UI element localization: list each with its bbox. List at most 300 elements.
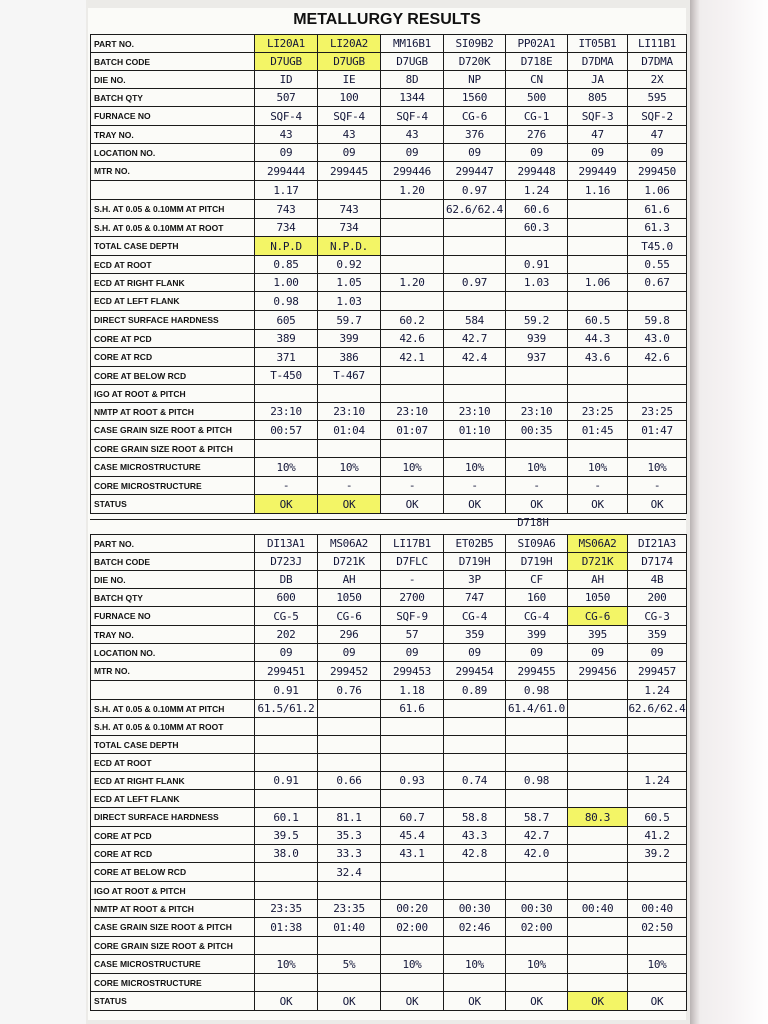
table-cell: 23:10 — [444, 403, 506, 421]
table-row — [91, 107, 687, 126]
table-cell — [444, 790, 506, 808]
table-cell: 296 — [318, 626, 381, 644]
table-cell: 299444 — [255, 162, 318, 181]
table-cell: OK — [381, 495, 444, 514]
table-cell — [381, 863, 444, 882]
row-label: ECD AT ROOT — [91, 256, 255, 274]
table-cell: OK — [255, 992, 318, 1011]
table-cell: 10% — [381, 955, 444, 974]
table-row — [91, 421, 687, 440]
table-row — [91, 126, 687, 144]
table-cell: 747 — [444, 589, 506, 607]
table-cell: 10% — [255, 458, 318, 477]
table-row — [91, 863, 687, 882]
row-label: CORE MICROSTRUCTURE — [91, 974, 255, 992]
table-cell: 58.7 — [506, 808, 568, 827]
table-cell: 299453 — [381, 662, 444, 681]
table-row — [91, 181, 687, 200]
row-label: BATCH CODE — [91, 553, 255, 571]
table-cell: 00:30 — [444, 900, 506, 918]
table-cell — [318, 754, 381, 772]
table-cell — [444, 754, 506, 772]
row-label: TOTAL CASE DEPTH — [91, 736, 255, 754]
table-cell: SI09B2 — [444, 35, 506, 53]
table-cell: 1.05 — [318, 274, 381, 292]
table-cell: 0.97 — [444, 274, 506, 292]
row-label: ECD AT ROOT — [91, 754, 255, 772]
table-cell: D719H — [444, 553, 506, 571]
table-cell — [255, 882, 318, 900]
table-cell — [568, 918, 628, 937]
table-cell: 00:20 — [381, 900, 444, 918]
table-row — [91, 53, 687, 71]
table-cell: 09 — [444, 144, 506, 162]
table-cell — [381, 882, 444, 900]
table-cell: 0.85 — [255, 256, 318, 274]
table-cell: 605 — [255, 311, 318, 330]
table-cell: 33.3 — [318, 845, 381, 863]
table-cell: 81.1 — [318, 808, 381, 827]
table-cell: 09 — [255, 644, 318, 662]
table-cell: 01:04 — [318, 421, 381, 440]
table-cell: - — [444, 477, 506, 495]
table-cell: 734 — [318, 219, 381, 237]
row-label: MTR NO. — [91, 162, 255, 181]
row-label: CORE AT BELOW RCD — [91, 367, 255, 385]
table-cell: 23:35 — [255, 900, 318, 918]
table-cell: OK — [444, 992, 506, 1011]
table-cell: OK — [381, 992, 444, 1011]
table-cell: OK — [255, 495, 318, 514]
table-row — [91, 772, 687, 790]
table-cell: ET02B5 — [444, 535, 506, 553]
table-cell: 57 — [381, 626, 444, 644]
table-row — [91, 311, 687, 330]
table-cell: 09 — [318, 644, 381, 662]
table-cell: 10% — [444, 458, 506, 477]
table-row — [91, 237, 687, 256]
section-divider — [90, 519, 686, 520]
table-cell — [628, 292, 687, 311]
table-cell: 0.89 — [444, 681, 506, 700]
table-cell: 10% — [568, 458, 628, 477]
table-cell: SQF-4 — [381, 107, 444, 126]
table-row — [91, 681, 687, 700]
table-cell: 60.3 — [506, 219, 568, 237]
table-cell: 43.3 — [444, 827, 506, 845]
table-cell: - — [381, 571, 444, 589]
table-cell — [444, 256, 506, 274]
row-label: PART NO. — [91, 35, 255, 53]
table-row — [91, 89, 687, 107]
table-cell: 0.91 — [255, 772, 318, 790]
row-label: S.H. AT 0.05 & 0.10MM AT PITCH — [91, 700, 255, 718]
table-cell: MS06A2 — [318, 535, 381, 553]
table-cell — [381, 974, 444, 992]
table-cell: - — [318, 477, 381, 495]
table-cell — [506, 882, 568, 900]
table-row — [91, 900, 687, 918]
background-left — [0, 0, 86, 1024]
table-cell: 805 — [568, 89, 628, 107]
table-row — [91, 845, 687, 863]
table-cell: - — [568, 477, 628, 495]
table-cell: 10% — [506, 458, 568, 477]
table-cell — [628, 754, 687, 772]
table-cell: CN — [506, 71, 568, 89]
table-cell: 00:30 — [506, 900, 568, 918]
table-cell: 23:10 — [381, 403, 444, 421]
table-cell: 60.1 — [255, 808, 318, 827]
table-row — [91, 754, 687, 772]
table-cell: 0.76 — [318, 681, 381, 700]
table-cell: SQF-4 — [255, 107, 318, 126]
table-cell: - — [255, 477, 318, 495]
table-cell — [318, 718, 381, 736]
table-cell — [381, 367, 444, 385]
table-row — [91, 974, 687, 992]
table-cell: 299457 — [628, 662, 687, 681]
table-cell: 1.20 — [381, 181, 444, 200]
row-label: DIRECT SURFACE HARDNESS — [91, 808, 255, 827]
table-cell: D7FLC — [381, 553, 444, 571]
row-label: CORE AT PCD — [91, 827, 255, 845]
table-cell — [568, 367, 628, 385]
table-cell: 1.16 — [568, 181, 628, 200]
table-cell: 23:10 — [318, 403, 381, 421]
table-cell — [318, 181, 381, 200]
table-cell — [444, 367, 506, 385]
table-cell: 299445 — [318, 162, 381, 181]
table-cell: ID — [255, 71, 318, 89]
table-cell: 60.2 — [381, 311, 444, 330]
row-label: DIE NO. — [91, 71, 255, 89]
row-label: TRAY NO. — [91, 126, 255, 144]
table-cell: 09 — [318, 144, 381, 162]
table-row — [91, 367, 687, 385]
table-cell: 299448 — [506, 162, 568, 181]
table-cell — [568, 736, 628, 754]
table-cell — [444, 718, 506, 736]
table-cell — [506, 718, 568, 736]
table-cell — [506, 863, 568, 882]
row-label: ECD AT RIGHT FLANK — [91, 772, 255, 790]
table-cell: 359 — [628, 626, 687, 644]
table-cell: 0.98 — [506, 772, 568, 790]
row-label: IGO AT ROOT & PITCH — [91, 882, 255, 900]
table-cell — [444, 700, 506, 718]
table-cell: 4B — [628, 571, 687, 589]
table-cell: 10% — [318, 458, 381, 477]
table-cell — [568, 845, 628, 863]
table-cell — [568, 200, 628, 219]
table-cell — [318, 882, 381, 900]
table-cell: D719H — [506, 553, 568, 571]
row-label: TRAY NO. — [91, 626, 255, 644]
table-cell: LI20A2 — [318, 35, 381, 53]
table-cell: 35.3 — [318, 827, 381, 845]
table-cell — [318, 937, 381, 955]
table-row — [91, 644, 687, 662]
table-cell — [506, 237, 568, 256]
table-cell — [444, 736, 506, 754]
table-cell: 299447 — [444, 162, 506, 181]
row-label: STATUS — [91, 992, 255, 1011]
table-cell — [628, 736, 687, 754]
table-cell: 39.2 — [628, 845, 687, 863]
table-cell: 60.6 — [506, 200, 568, 219]
table-cell: 399 — [506, 626, 568, 644]
table-cell: SQF-4 — [318, 107, 381, 126]
table-cell — [444, 974, 506, 992]
table-row — [91, 330, 687, 348]
table-cell: 01:10 — [444, 421, 506, 440]
table-cell: 389 — [255, 330, 318, 348]
table-cell: 60.5 — [568, 311, 628, 330]
table-cell: 0.91 — [255, 681, 318, 700]
table-cell — [255, 974, 318, 992]
table-cell: 47 — [568, 126, 628, 144]
table-cell: 0.91 — [506, 256, 568, 274]
table-row — [91, 440, 687, 458]
table-cell: 61.6 — [381, 700, 444, 718]
table-cell: 80.3 — [568, 808, 628, 827]
table-cell: 0.93 — [381, 772, 444, 790]
table-row — [91, 35, 687, 53]
table-cell: 1344 — [381, 89, 444, 107]
table-cell: D721K — [568, 553, 628, 571]
table-cell: 09 — [381, 644, 444, 662]
row-label — [91, 681, 255, 700]
table-cell — [381, 718, 444, 736]
table-cell: 45.4 — [381, 827, 444, 845]
table-cell — [628, 974, 687, 992]
table-cell: 43.0 — [628, 330, 687, 348]
table-cell: 5% — [318, 955, 381, 974]
table-cell: 0.98 — [255, 292, 318, 311]
table-cell — [381, 237, 444, 256]
table-cell: 595 — [628, 89, 687, 107]
table-cell: 507 — [255, 89, 318, 107]
table-cell — [568, 700, 628, 718]
table-cell: 32.4 — [318, 863, 381, 882]
table-cell: 09 — [444, 644, 506, 662]
table-cell: 59.2 — [506, 311, 568, 330]
table-cell: 1.00 — [255, 274, 318, 292]
table-cell — [568, 718, 628, 736]
table-cell: 09 — [568, 144, 628, 162]
table-cell: 60.7 — [381, 808, 444, 827]
table-cell: IT05B1 — [568, 35, 628, 53]
table-cell: 1.03 — [506, 274, 568, 292]
table-row — [91, 71, 687, 89]
table-cell: T45.0 — [628, 237, 687, 256]
table-cell: 359 — [444, 626, 506, 644]
table-cell: CG-6 — [318, 607, 381, 626]
table-row — [91, 882, 687, 900]
table-row — [91, 607, 687, 626]
table-cell: OK — [628, 992, 687, 1011]
row-label: BATCH QTY — [91, 589, 255, 607]
table-row — [91, 662, 687, 681]
table-row — [91, 992, 687, 1011]
row-label: IGO AT ROOT & PITCH — [91, 385, 255, 403]
table-row — [91, 626, 687, 644]
table-cell: 23:25 — [568, 403, 628, 421]
table-cell: - — [381, 477, 444, 495]
table-cell: 939 — [506, 330, 568, 348]
table-cell: 09 — [568, 644, 628, 662]
table-cell — [628, 718, 687, 736]
table-cell: 41.2 — [628, 827, 687, 845]
table-cell — [568, 256, 628, 274]
table-row — [91, 403, 687, 421]
table-cell: 386 — [318, 348, 381, 367]
table-cell: 02:46 — [444, 918, 506, 937]
table-cell: 01:07 — [381, 421, 444, 440]
row-label: FURNACE NO — [91, 607, 255, 626]
table-cell: 202 — [255, 626, 318, 644]
table-row — [91, 144, 687, 162]
table-cell: N.P.D — [255, 237, 318, 256]
table-row — [91, 274, 687, 292]
table-cell: 01:38 — [255, 918, 318, 937]
row-label: CORE GRAIN SIZE ROOT & PITCH — [91, 440, 255, 458]
table-cell: - — [506, 477, 568, 495]
table-cell: 276 — [506, 126, 568, 144]
table-cell — [568, 863, 628, 882]
table-cell: 299451 — [255, 662, 318, 681]
table-cell: 734 — [255, 219, 318, 237]
table-cell: 01:40 — [318, 918, 381, 937]
table-cell: 42.7 — [506, 827, 568, 845]
table-cell: D720K — [444, 53, 506, 71]
table-row — [91, 790, 687, 808]
table-cell — [506, 754, 568, 772]
table-cell — [568, 754, 628, 772]
table-row — [91, 918, 687, 937]
table-cell: OK — [568, 495, 628, 514]
table-cell — [628, 367, 687, 385]
table-cell: 299452 — [318, 662, 381, 681]
table-cell: 743 — [255, 200, 318, 219]
binding-shadow — [690, 0, 768, 1024]
table-cell — [381, 440, 444, 458]
table-cell: 200 — [628, 589, 687, 607]
table-cell — [568, 790, 628, 808]
table-cell: - — [628, 477, 687, 495]
table-cell: OK — [506, 495, 568, 514]
table-cell — [628, 790, 687, 808]
row-label: S.H. AT 0.05 & 0.10MM AT PITCH — [91, 200, 255, 219]
table-cell — [568, 681, 628, 700]
table-cell: 1.06 — [628, 181, 687, 200]
table-cell: IE — [318, 71, 381, 89]
table-cell: OK — [506, 992, 568, 1011]
table-cell: 584 — [444, 311, 506, 330]
table-cell: SI09A6 — [506, 535, 568, 553]
table-cell: NP — [444, 71, 506, 89]
table-cell — [318, 736, 381, 754]
row-label: DIRECT SURFACE HARDNESS — [91, 311, 255, 330]
table-cell — [381, 790, 444, 808]
table-cell — [318, 700, 381, 718]
table-cell: 23:10 — [506, 403, 568, 421]
table-cell — [255, 937, 318, 955]
table-cell: N.P.D. — [318, 237, 381, 256]
table-cell — [444, 237, 506, 256]
table-cell: 39.5 — [255, 827, 318, 845]
table-cell: 0.55 — [628, 256, 687, 274]
table-cell: DI13A1 — [255, 535, 318, 553]
table-cell — [506, 790, 568, 808]
table-row — [91, 256, 687, 274]
table-cell: SQF-2 — [628, 107, 687, 126]
table-cell — [568, 955, 628, 974]
table-cell: DB — [255, 571, 318, 589]
row-label: LOCATION NO. — [91, 644, 255, 662]
table-cell: 00:57 — [255, 421, 318, 440]
row-label: CORE GRAIN SIZE ROOT & PITCH — [91, 937, 255, 955]
table-cell: 09 — [628, 644, 687, 662]
table-cell: 42.8 — [444, 845, 506, 863]
table-cell — [444, 292, 506, 311]
table-cell: 42.1 — [381, 348, 444, 367]
table-cell: 1.20 — [381, 274, 444, 292]
extra-batch-note: D718H — [517, 517, 549, 529]
table-cell — [444, 937, 506, 955]
table-cell: 10% — [506, 955, 568, 974]
table-cell — [568, 772, 628, 790]
table-cell: 42.6 — [628, 348, 687, 367]
table-cell: 01:45 — [568, 421, 628, 440]
table-cell: 399 — [318, 330, 381, 348]
table-cell — [444, 863, 506, 882]
table-cell — [381, 736, 444, 754]
table-cell: D7174 — [628, 553, 687, 571]
table-cell: LI11B1 — [628, 35, 687, 53]
table-cell: 1.06 — [568, 274, 628, 292]
table-cell: CG-6 — [568, 607, 628, 626]
table-cell: 1.17 — [255, 181, 318, 200]
table-cell — [506, 440, 568, 458]
table-cell: 62.6/62.4 — [628, 700, 687, 718]
table-cell: 299446 — [381, 162, 444, 181]
table-row — [91, 589, 687, 607]
table-cell: 160 — [506, 589, 568, 607]
table-cell: 1.24 — [506, 181, 568, 200]
table-cell: D7UGB — [318, 53, 381, 71]
table-cell — [318, 974, 381, 992]
table-cell: 02:50 — [628, 918, 687, 937]
row-label: CORE AT BELOW RCD — [91, 863, 255, 882]
table-cell: CG-4 — [444, 607, 506, 626]
table-cell — [255, 440, 318, 458]
table-cell: 600 — [255, 589, 318, 607]
table-cell: T-467 — [318, 367, 381, 385]
table-cell: CG-5 — [255, 607, 318, 626]
table-cell: LI20A1 — [255, 35, 318, 53]
table-cell: 61.6 — [628, 200, 687, 219]
table-cell: 60.5 — [628, 808, 687, 827]
table-cell: D723J — [255, 553, 318, 571]
table-cell: 299455 — [506, 662, 568, 681]
table-cell: DI21A3 — [628, 535, 687, 553]
table-cell — [381, 256, 444, 274]
table-cell — [255, 754, 318, 772]
table-cell: D718E — [506, 53, 568, 71]
table-cell — [381, 385, 444, 403]
